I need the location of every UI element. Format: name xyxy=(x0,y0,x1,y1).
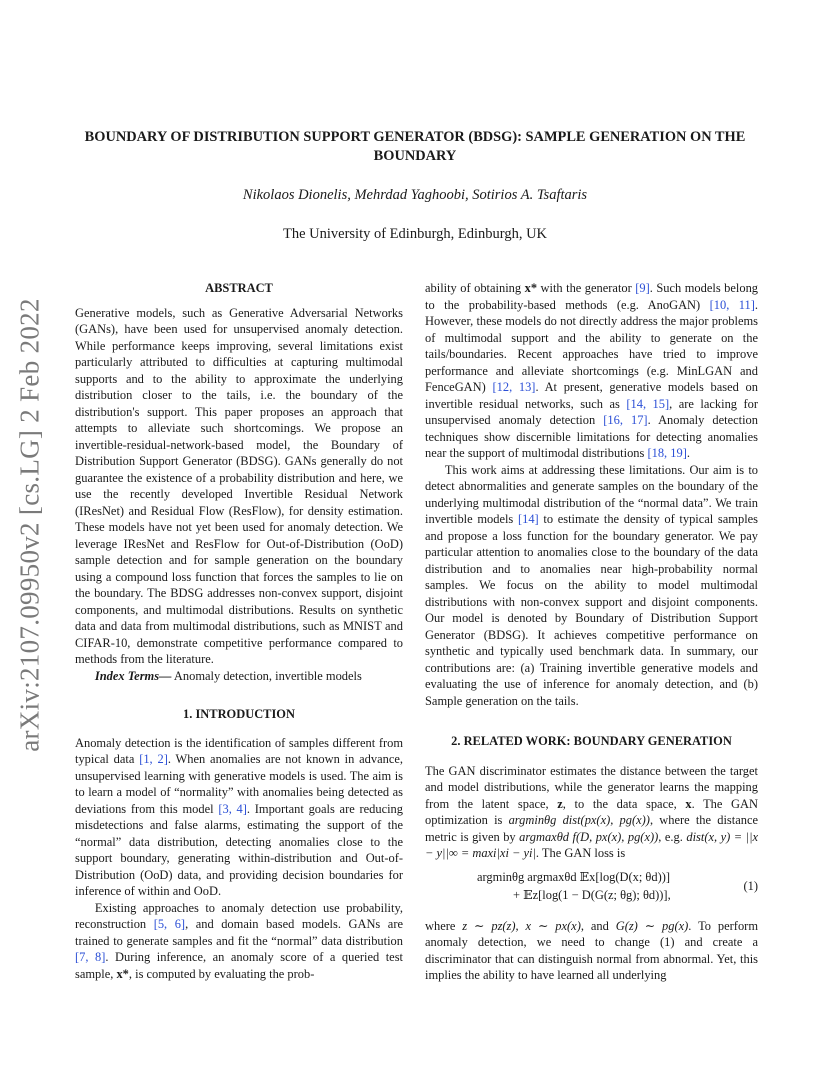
math-x-star: x* xyxy=(116,966,129,981)
text-run: ability of obtaining xyxy=(425,281,525,295)
text-run: . xyxy=(686,446,690,460)
intro-paragraph-2 xyxy=(75,900,403,983)
text-run: . Such models belong to the probability-based methods (e.g. AnoGAN) xyxy=(425,281,759,312)
math-inline: argmaxθd f(D, px(x), pg(x)) xyxy=(519,829,659,844)
citation-link[interactable]: [1, 2] xyxy=(139,752,168,766)
text-run: to estimate the density of typical samples and propose a loss function for the boundary generator. We pay particular attention to anomalies close to the boundary of the data distribution and to anomalies near high-probability normal samples. We focus on the ability to model multimodal distributions with non-convex support and disjoint components. Our model is denoted by Boundary of Distribution Support Generator (BDSG). It achieves competitive performance on synthetic and typically used benchmark data. In summary, our contributions are: (a) Training invertible generative models and evaluating the use of inference for anomaly detection, and (b) Sample generation on the tails. xyxy=(425,512,759,708)
text-run: with the generator xyxy=(537,281,636,295)
text-run: . At present, generative models based on invertible residual networks, such as xyxy=(425,380,758,411)
math-inline: argminθg dist(px(x), pg(x)) xyxy=(508,813,650,827)
text-run: , where the distance metric is given by xyxy=(425,813,758,844)
citation-link[interactable]: [14, 15] xyxy=(626,396,670,411)
citation-link[interactable]: [9] xyxy=(635,281,650,295)
text-run: . Anomaly detection techniques show discernible limitations for detecting anomalies near the support of multimodal distributions xyxy=(425,413,758,460)
paper-title: BOUNDARY OF DISTRIBUTION SUPPORT GENERATOR (BDSG): SAMPLE GENERATION ON THE BOUNDARY xyxy=(84,129,746,164)
citation-link[interactable]: [3, 4] xyxy=(218,801,247,816)
equation-line-2: + 𝔼z[log(1 − D(G(z; θg); θd))], xyxy=(513,887,671,902)
text-run: , and domain based models. GANs are trained to generate samples and fit the “normal” data distribution xyxy=(75,917,403,948)
index-terms xyxy=(75,668,403,685)
text-run: , to the data space, xyxy=(562,796,686,811)
citation-link[interactable]: [7, 8] xyxy=(75,950,106,964)
text-run: . When anomalies are not known in advance, unsupervised learning with generative models is used. The aim is to learn a model of “normality” with anomalies being detected as deviations from this model xyxy=(75,752,403,816)
citation-link[interactable]: [12, 13] xyxy=(492,380,536,394)
text-run: Anomaly detection is the identification of samples different from typical data xyxy=(75,735,403,766)
text-run: Existing approaches to anomaly detection use probability, reconstruction xyxy=(75,900,403,931)
text-run: , and xyxy=(580,918,616,933)
text-run: . The GAN optimization is xyxy=(425,796,758,827)
equation-number: (1) xyxy=(743,878,758,893)
math-inline: dist(x, y) = ||x − y||∞ = maxi|xi − yi| xyxy=(425,829,759,860)
math-x: x xyxy=(685,796,692,811)
text-run: The GAN discriminator estimates the distance between the target and model distributions, while the generator learns the mapping from the latent space, xyxy=(425,763,758,811)
text-run: . However, these models do not directly address the major problems of multimodal support and the ability to generate on the tails/boundaries. Recent approaches have tried to improve performance and alleviate shortcomings (e.g. MinLGAN and FenceGAN) xyxy=(425,297,758,394)
arxiv-identifier: arXiv:2107.09950v2 [cs.LG] 2 Feb 2022 xyxy=(14,298,45,752)
citation-link[interactable]: [10, 11] xyxy=(709,297,755,312)
math-z: z xyxy=(557,796,563,811)
text-run: where xyxy=(425,918,463,933)
right-paragraph-1 xyxy=(425,280,758,462)
citation-link[interactable]: [18, 19] xyxy=(647,446,687,460)
index-terms-label: Index Terms— xyxy=(94,668,172,683)
related-work-heading: 2. RELATED WORK: BOUNDARY GENERATION xyxy=(451,734,732,748)
right-column xyxy=(425,280,758,984)
text-run: . The GAN loss is xyxy=(535,846,626,860)
math-inline: G(z) ∼ pg(x) xyxy=(615,918,689,933)
intro-heading: 1. INTRODUCTION xyxy=(183,707,295,721)
text-run: . During inference, an anomaly score of a queried test sample, xyxy=(75,950,403,981)
intro-paragraph-1 xyxy=(75,735,403,900)
related-paragraph-2 xyxy=(425,918,758,984)
arxiv-sidebar xyxy=(10,285,50,765)
text-run: , are lacking for unsupervised anomaly detection xyxy=(425,396,758,427)
index-terms-text: Anomaly detection, invertible models xyxy=(171,668,362,683)
right-paragraph-2 xyxy=(425,462,758,710)
math-inline: z ∼ pz(z), x ∼ px(x) xyxy=(462,918,581,933)
paper-authors: Nikolaos Dionelis, Mehrdad Yaghoobi, Sotirios A. Tsaftaris xyxy=(242,187,588,203)
citation-link[interactable]: [14] xyxy=(517,512,539,526)
math-x-star: x* xyxy=(524,281,538,295)
citation-link[interactable]: [16, 17] xyxy=(603,413,648,427)
paper-affiliation: The University of Edinburgh, Edinburgh, UK xyxy=(282,226,548,242)
citation-link[interactable]: [5, 6] xyxy=(153,917,186,931)
text-run: , e.g. xyxy=(658,829,687,844)
abstract-body: Generative models, such as Generative Adversarial Networks (GANs), have been used for unsupervised anomaly detection. While performance keeps improving, several limitations exist particularly attributed to difficulties at capturing multimodal supports and to the ability to approximate the underlying distribution closer to the tails, i.e. the boundary of the distribution's support. This paper proposes an approach that attempts to alleviate such shortcomings. We propose an invertible-residual-network-based model, the Boundary of Distribution Support Generator (BDSG). GANs generally do not guarantee the existence of a probability distribution and here, we use the recently developed Invertible Residual Network (IResNet) and Residual Flow (ResFlow), for density estimation. These models have not yet been used for anomaly detection. We leverage IResNet and ResFlow for Out-of-Distribution (OoD) sample detection and for sample generation on the boundary using a compound loss function that forces the samples to lie on the boundary. The BDSG addresses non-convex support, disjoint components, and multimodal distributions. Results on synthetic data and data from multimodal distributions, such as MNIST and CIFAR-10, demonstrate competitive performance compared to methods from the literature. xyxy=(75,305,403,666)
equation-1 xyxy=(425,869,758,909)
related-paragraph-1 xyxy=(425,763,758,862)
text-run: This work aims at addressing these limitations. Our aim is to detect abnormalities and generate samples on the boundary of the underlying multimodal distribution of the “normal data”. We train invertible models xyxy=(425,462,758,526)
text-run: . To perform anomaly detection, we need to change (1) and create a discriminator that can distinguish normal from abnormal. Yet, this implies the ability to have learned all underlying xyxy=(425,918,758,982)
text-run: . Important goals are reducing misdetections and false alarms, estimating the support of the “normal” data distribution, detecting anomalies close to the support boundary, generating within-distribution and Out-of-Distribution (OoD) data, and providing decision boundaries for inference of within and OoD. xyxy=(75,801,403,898)
abstract-heading: ABSTRACT xyxy=(205,281,273,295)
equation-line-1: argminθg argmaxθd 𝔼x[log(D(x; θd))] xyxy=(477,869,671,884)
text-run: , is computed by evaluating the prob- xyxy=(128,966,315,981)
left-column xyxy=(75,280,403,982)
